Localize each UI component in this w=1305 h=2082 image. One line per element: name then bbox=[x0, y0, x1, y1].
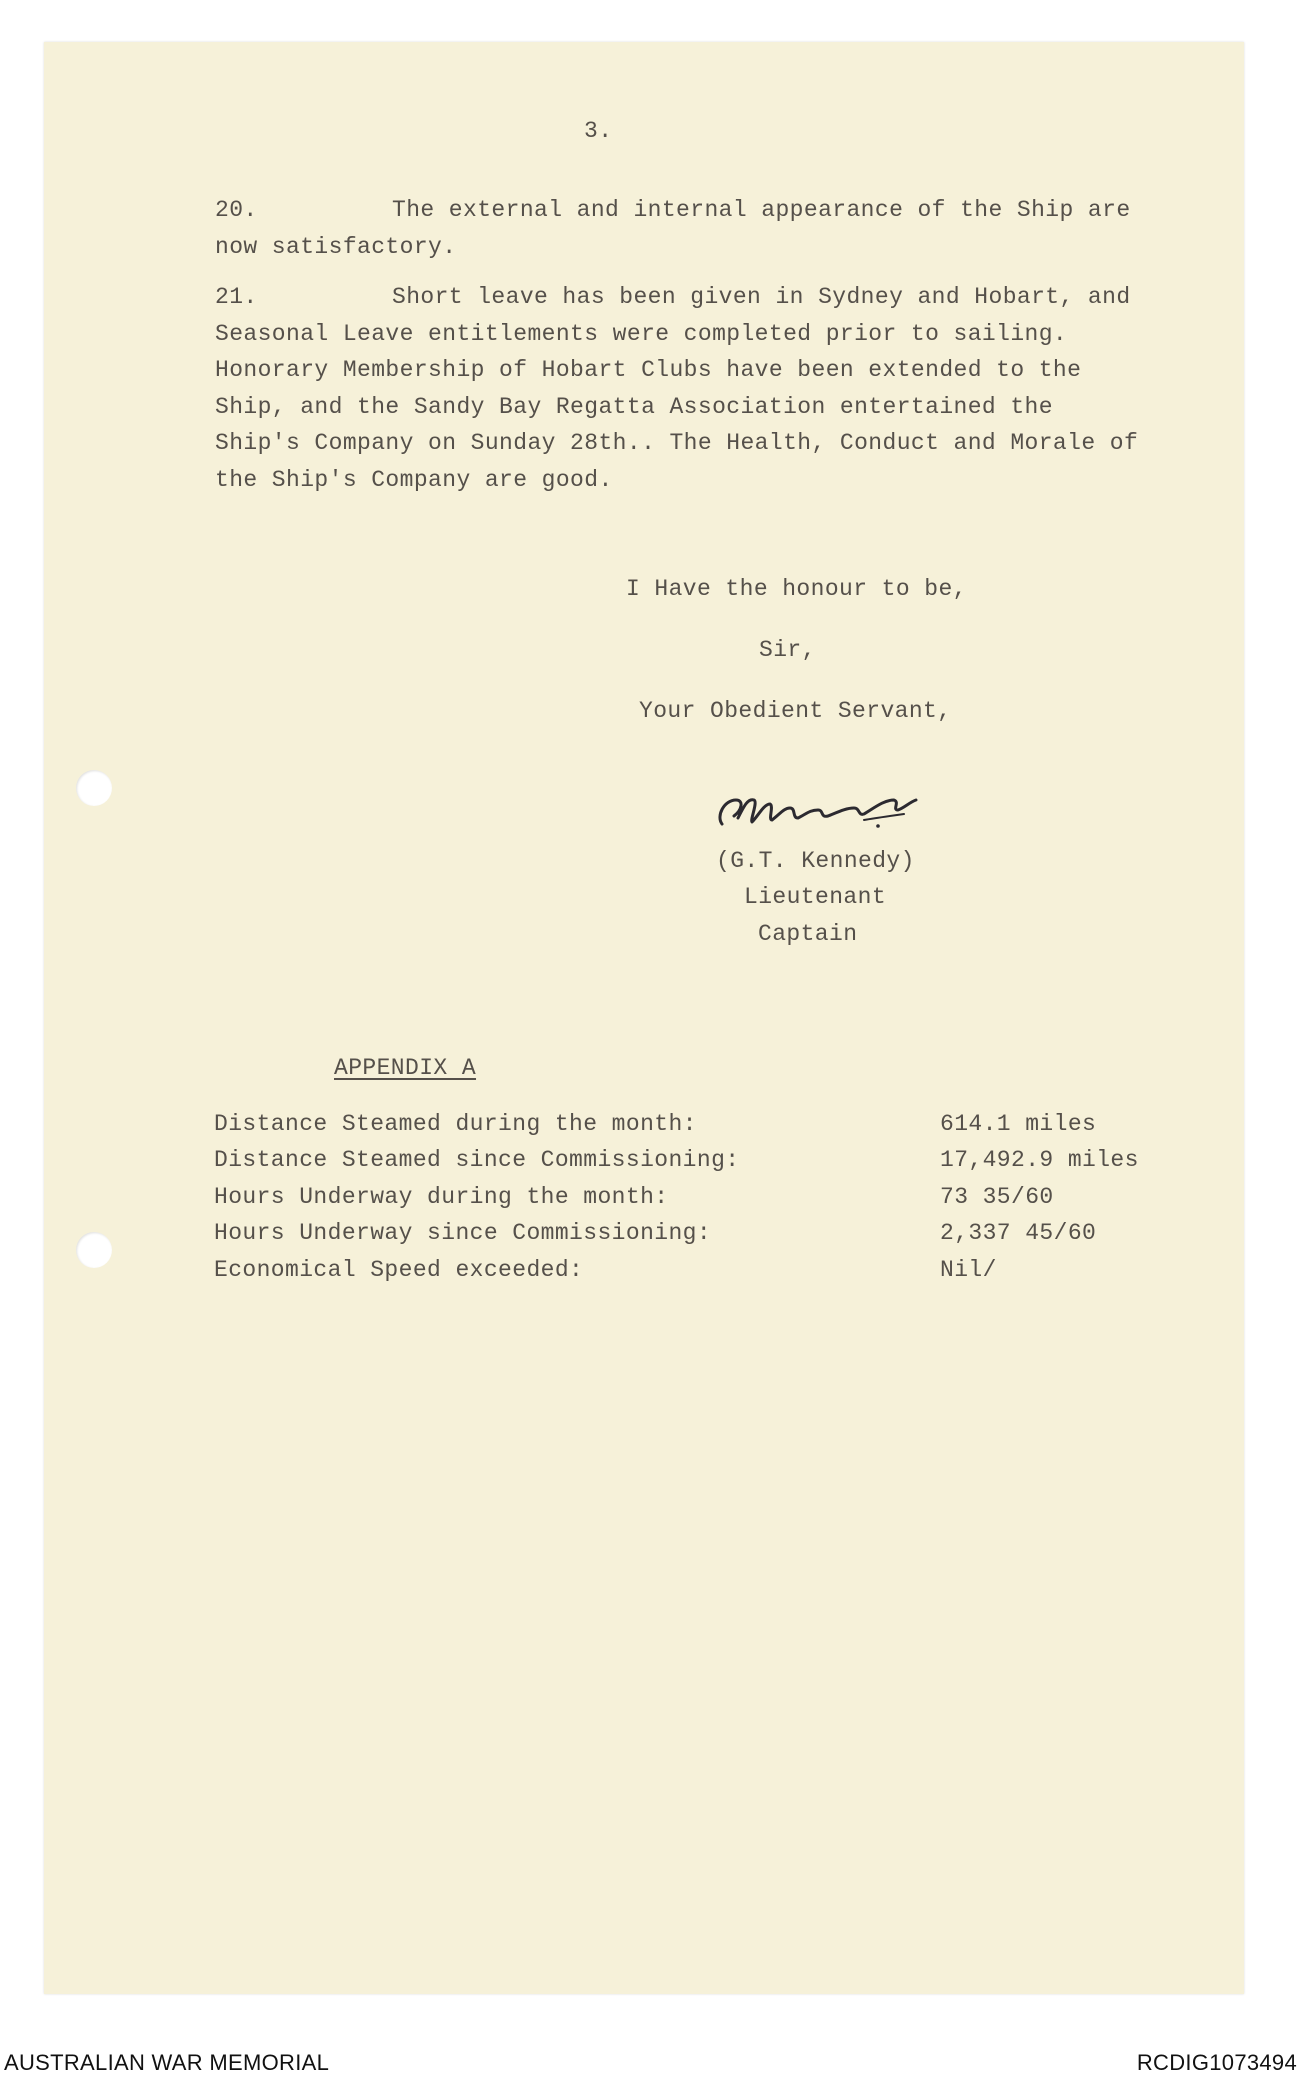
paragraph-20-number: 20. bbox=[215, 197, 258, 223]
closing-line-2: Sir, bbox=[759, 637, 816, 663]
appendix-row-2-label: Distance Steamed since Commissioning: bbox=[214, 1147, 740, 1173]
appendix-row-3-value: 73 35/60 bbox=[940, 1184, 1054, 1210]
page-number: 3. bbox=[584, 118, 613, 144]
signatory-role: Captain bbox=[758, 921, 858, 947]
paragraph-21-line-5: Ship's Company on Sunday 28th.. The Health, Conduct and Morale of bbox=[215, 430, 1139, 456]
paragraph-21-line-3: Honorary Membership of Hobart Clubs have been extended to the bbox=[215, 357, 1082, 383]
appendix-row-2-value: 17,492.9 miles bbox=[940, 1147, 1139, 1173]
appendix-row-5-label: Economical Speed exceeded: bbox=[214, 1257, 584, 1283]
handwritten-signature bbox=[714, 786, 924, 836]
appendix-row-3-label: Hours Underway during the month: bbox=[214, 1184, 669, 1210]
footer-archive-name: AUSTRALIAN WAR MEMORIAL bbox=[4, 2050, 330, 2075]
punch-hole-lower bbox=[76, 1232, 112, 1268]
paragraph-21-line-1: Short leave has been given in Sydney and Hobart, and bbox=[392, 284, 1131, 310]
paragraph-21-number: 21. bbox=[215, 284, 258, 310]
appendix-row-4-label: Hours Underway since Commissioning: bbox=[214, 1220, 712, 1246]
closing-line-3: Your Obedient Servant, bbox=[639, 698, 952, 724]
appendix-title: APPENDIX A bbox=[334, 1055, 477, 1081]
signatory-name: (G.T. Kennedy) bbox=[716, 848, 915, 874]
paragraph-20-line-1: The external and internal appearance of the Ship are bbox=[392, 197, 1131, 223]
footer-record-id: RCDIG1073494 bbox=[1136, 2050, 1297, 2075]
appendix-row-1-value: 614.1 miles bbox=[940, 1111, 1097, 1137]
appendix-row-4-value: 2,337 45/60 bbox=[940, 1220, 1097, 1246]
paragraph-21-line-6: the Ship's Company are good. bbox=[215, 467, 613, 493]
signatory-rank: Lieutenant bbox=[744, 884, 887, 910]
paragraph-21-line-4: Ship, and the Sandy Bay Regatta Association entertained the bbox=[215, 394, 1053, 420]
appendix-row-5-value: Nil/ bbox=[940, 1257, 997, 1283]
punch-hole-upper bbox=[76, 770, 112, 806]
closing-line-1: I Have the honour to be, bbox=[626, 576, 967, 602]
document-page bbox=[44, 42, 1244, 1994]
appendix-row-1-label: Distance Steamed during the month: bbox=[214, 1111, 697, 1137]
paragraph-21-line-2: Seasonal Leave entitlements were completed prior to sailing. bbox=[215, 321, 1068, 347]
paragraph-20-line-2: now satisfactory. bbox=[215, 234, 457, 260]
